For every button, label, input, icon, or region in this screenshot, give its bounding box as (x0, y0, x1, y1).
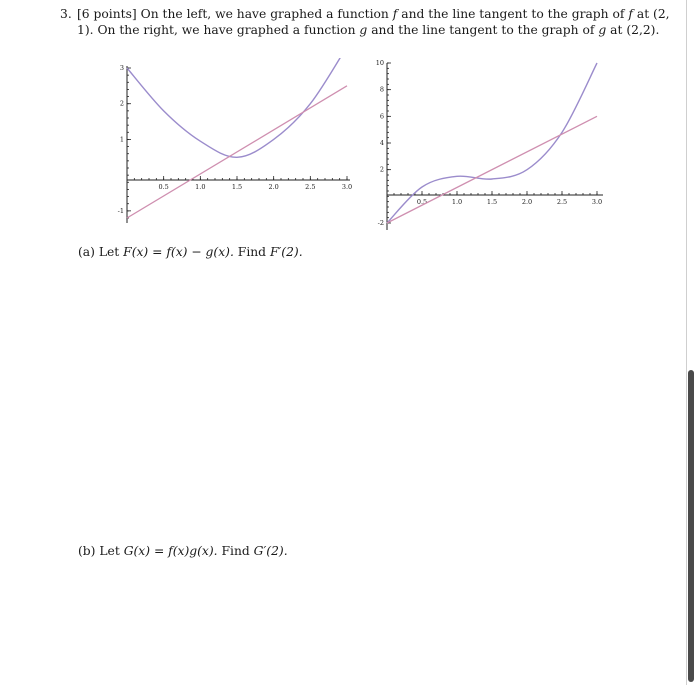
y-tick-label: 4 (379, 139, 384, 147)
x-tick-label: 1.0 (195, 183, 206, 191)
y-tick-label: 2 (379, 165, 384, 174)
right-graph (365, 55, 615, 235)
x-tick-label: 2.0 (521, 198, 533, 206)
x-tick-label: 3.0 (591, 198, 603, 206)
vertical-scrollbar[interactable] (688, 370, 694, 682)
x-tick-label: 1.5 (231, 183, 243, 191)
left-f-curve (127, 58, 347, 157)
y-tick-label: 3 (119, 64, 124, 72)
part-a-target: F′(2). (269, 245, 303, 259)
function-f-symbol: f (392, 7, 398, 21)
part-a-find: Find (237, 245, 267, 259)
problem-text-2: and the line tangent to the graph of (401, 7, 625, 21)
problem-text-1: [6 points] On the left, we have graphed a function (77, 7, 389, 21)
problem-text-3: at (2, 1). On the right, we have graphed a function (77, 7, 670, 37)
right-ticks (376, 59, 602, 227)
x-tick-label: 2.0 (268, 183, 279, 191)
function-g-symbol-2: g (598, 23, 607, 37)
problem-text-4: and the line tangent to the graph of (371, 23, 595, 37)
x-tick-label: 2.5 (305, 183, 316, 191)
x-tick-label: 0.5 (416, 198, 428, 206)
function-f-symbol-2: f (628, 7, 633, 21)
page-edge (686, 0, 687, 685)
x-tick-label: 1.5 (486, 198, 498, 206)
left-ticks (118, 64, 353, 218)
y-tick-label: -2 (377, 219, 384, 227)
x-tick-label: 3.0 (341, 183, 353, 191)
problem-number: 3. (60, 7, 72, 21)
part-b-definition: G(x) = f(x)g(x). (123, 544, 218, 558)
part-a-label: (a) Let (78, 245, 120, 259)
left-axes (127, 66, 353, 223)
part-a (78, 244, 303, 260)
x-tick-label: 2.5 (556, 198, 568, 206)
y-tick-label: 2 (119, 99, 124, 108)
left-graph (105, 58, 355, 228)
part-b (78, 543, 288, 559)
left-tangent-line (127, 86, 347, 218)
x-tick-label: 0.5 (158, 183, 169, 191)
problem-statement (60, 6, 672, 38)
problem-text-5: at (2,2). (610, 23, 660, 37)
y-tick-label: 8 (379, 85, 384, 94)
part-b-target: G′(2). (253, 544, 288, 558)
part-b-find: Find (221, 544, 250, 558)
y-tick-label: 6 (379, 112, 384, 121)
problem-text (77, 6, 672, 38)
x-tick-label: 1.0 (451, 198, 463, 206)
y-tick-label: 10 (375, 59, 384, 67)
y-tick-label: 1 (119, 135, 124, 144)
function-g-symbol: g (359, 23, 368, 37)
right-tangent-line (387, 116, 597, 223)
y-tick-label: -1 (117, 206, 124, 215)
part-a-definition: F(x) = f(x) − g(x). (123, 245, 234, 259)
part-b-label: (b) Let (78, 544, 120, 558)
